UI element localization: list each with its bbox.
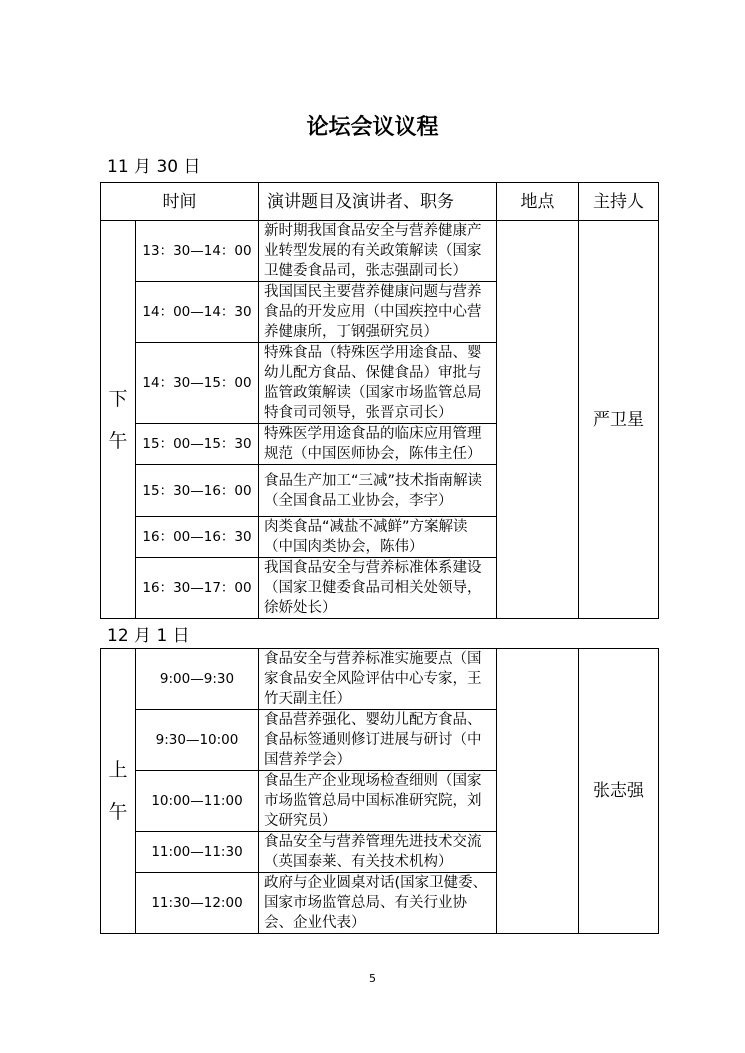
time-slot: 13：30—14：00 <box>136 221 259 282</box>
time-slot: 9:30—10:00 <box>136 710 259 771</box>
header-time: 时间 <box>101 183 259 221</box>
talk-topic: 食品生产企业现场检查细则（国家市场监管总局中国标准研究院，刘文研究员） <box>259 771 497 832</box>
talk-topic: 新时期我国食品安全与营养健康产业转型发展的有关政策解读（国家卫健委食品司，张志强副司长） <box>259 221 497 282</box>
talk-topic: 食品安全与营养标准实施要点（国家食品安全风险评估中心专家，王竹天副主任） <box>259 649 497 710</box>
agenda-row <box>101 649 659 710</box>
talk-topic: 特殊食品（特殊医学用途食品、婴幼儿配方食品、保健食品）审批与监管政策解读（国家市场监管总局特食司司领导，张晋京司长） <box>259 343 497 424</box>
header-location: 地点 <box>497 183 579 221</box>
period-cell <box>101 221 136 619</box>
talk-topic: 我国国民主要营养健康问题与营养食品的开发应用（中国疾控中心营养健康所，丁钢强研究员） <box>259 282 497 343</box>
time-slot: 15：00—15：30 <box>136 424 259 465</box>
page-title: 论坛会议议程 <box>306 115 439 140</box>
day2-agenda-table <box>100 648 659 934</box>
time-slot: 16：30—17：00 <box>136 558 259 619</box>
talk-topic: 我国食品安全与营养标准体系建设（国家卫健委食品司相关处领导，徐娇处长） <box>259 558 497 619</box>
time-slot: 10:00—11:00 <box>136 771 259 832</box>
talk-topic: 食品安全与营养管理先进技术交流（英国泰莱、有关技术机构） <box>259 832 497 873</box>
time-slot: 15：30—16：00 <box>136 465 259 517</box>
time-slot: 14：30—15：00 <box>136 343 259 424</box>
location-cell <box>497 649 579 934</box>
time-slot: 11:30—12:00 <box>136 873 259 934</box>
header-host: 主持人 <box>579 183 659 221</box>
table-header-row <box>101 183 659 221</box>
talk-topic: 食品营养强化、婴幼儿配方食品、食品标签通则修订进展与研讨（中国营养学会） <box>259 710 497 771</box>
time-slot: 14：00—14：30 <box>136 282 259 343</box>
talk-topic: 特殊医学用途食品的临床应用管理规范（中国医师协会，陈伟主任） <box>259 424 497 465</box>
day1-agenda-table <box>100 182 659 619</box>
agenda-row <box>101 221 659 282</box>
location-cell <box>497 221 579 619</box>
talk-topic: 肉类食品“减盐不减鲜”方案解读（中国肉类协会，陈伟） <box>259 517 497 558</box>
talk-topic: 食品生产加工“三减”技术指南解读（全国食品工业协会，李宇） <box>259 465 497 517</box>
host-name: 张志强 <box>579 649 659 934</box>
period-label: 下午 <box>108 387 128 452</box>
header-topic: 演讲题目及演讲者、职务 <box>259 183 497 221</box>
period-label: 上午 <box>108 759 128 823</box>
time-slot: 9:00—9:30 <box>136 649 259 710</box>
day1-date: 11 月 30 日 <box>107 157 201 177</box>
talk-topic: 政府与企业圆桌对话(国家卫健委、国家市场监管总局、有关行业协会、企业代表） <box>259 873 497 934</box>
page-number: 5 <box>369 972 376 985</box>
period-cell <box>101 649 136 934</box>
time-slot: 16：00—16：30 <box>136 517 259 558</box>
host-name: 严卫星 <box>579 221 659 619</box>
day2-date: 12 月 1 日 <box>107 626 190 646</box>
time-slot: 11:00—11:30 <box>136 832 259 873</box>
